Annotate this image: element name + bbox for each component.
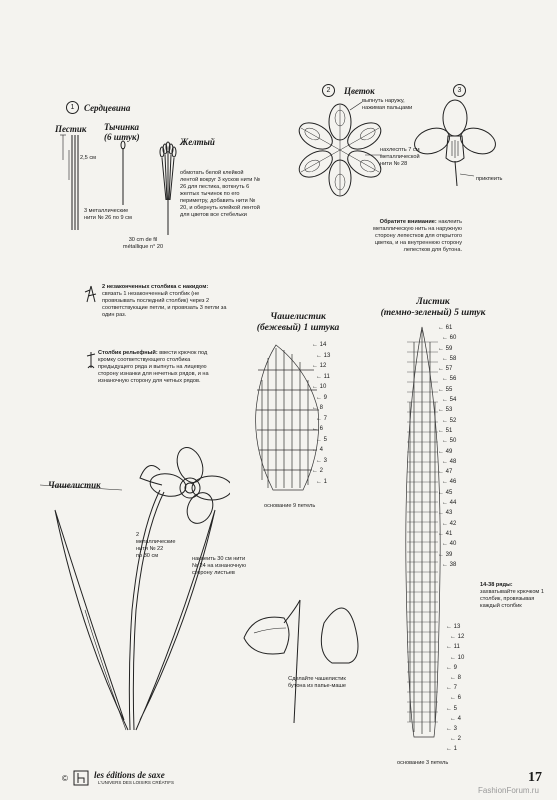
copyright-symbol: ©	[62, 774, 68, 783]
step-2-title: Цветок	[344, 86, 375, 96]
wire-note-french: 30 cm de fil métallique n° 20	[122, 237, 164, 250]
sepal-row-5: ← 5	[316, 436, 328, 443]
leaf-top-row-59: ← 59	[438, 345, 453, 352]
sepal-row-14: ← 14	[312, 342, 327, 348]
leaf-note-text: захватывайте крючком 1 столбик, провязывая каждый столбик	[480, 589, 544, 609]
leaf-bottom-row-6: ← 6	[450, 695, 462, 702]
leaf-top-row-60: ← 60	[442, 335, 457, 342]
leaf-top-row-50: ← 50	[442, 438, 457, 445]
leaf-top-row-52: ← 52	[442, 417, 457, 424]
leaf-top-row-46: ← 46	[442, 479, 457, 486]
leaf-top-row-48: ← 48	[442, 458, 457, 465]
leaf-bottom-row-9: ← 9	[446, 664, 458, 671]
leaf-wire-note: наклеить 30 см нити № 24 на изнаночную сторону листьев	[192, 556, 247, 576]
leaf-note-label: 14-38 ряды:	[480, 582, 513, 588]
sepal-row-1: ← 1	[316, 478, 328, 485]
leaf-rows-note	[480, 582, 548, 610]
leaf-bottom-row-11: ← 11	[446, 644, 460, 651]
leaf-top-row-39: ← 39	[438, 551, 453, 558]
sepal-rows-list	[312, 342, 352, 489]
stamens-count: (6 штук)	[104, 132, 140, 142]
stamens-label: Тычинка	[104, 122, 139, 132]
leaf-top-row-42: ← 42	[442, 520, 457, 527]
bud-note: Сделайте чашелистик бутона из папье-маше	[287, 676, 347, 689]
leaf-top-row-43: ← 43	[438, 510, 453, 517]
leaf-top-row-numbers	[438, 325, 478, 572]
size-label: 2,5 см	[80, 155, 96, 161]
attention-text: наклеить металлическую нить на наружную сторону лепестков для открытого цветка, и на внутреннюю сторону лепестков для бутона.	[373, 219, 462, 253]
leaf-top-row-54: ← 54	[442, 397, 457, 404]
bud-drawing	[234, 598, 374, 728]
attach-label: прикпеить	[476, 176, 503, 182]
sepal-row-10: ← 10	[312, 384, 327, 390]
leaf-top-row-55: ← 55	[438, 386, 453, 393]
yellow-label: Желтый	[180, 137, 215, 147]
legend-relief-label: Столбик рельефный:	[98, 350, 158, 356]
sepal-row-9: ← 9	[316, 394, 328, 401]
sepal-chart-name: Чашелистик	[270, 312, 326, 322]
leaf-rows-top-list	[438, 325, 478, 572]
legend-dc2	[102, 284, 227, 319]
attention-note	[370, 219, 462, 254]
legend-relief-text: ввести крючок под кромку соответствующего столбика предыдущего ряда и выпнуть на лицевую сторону изнанки для нечетных рядов, и на изнаночную сторону для четных рядов.	[98, 350, 209, 384]
publisher-tagline: L'UNIVERS DES LOISIRS CRÉATIFS	[98, 780, 175, 785]
leaf-top-row-49: ← 49	[438, 448, 453, 455]
leaf-top-row-38: ← 38	[442, 561, 457, 568]
step-2-wire-note: нахлеспть 7 см металлической нити № 28	[380, 147, 420, 167]
leaf-bottom-row-numbers	[446, 624, 486, 756]
leaf-top-row-57: ← 57	[438, 366, 453, 373]
wire-note-26: 3 металлические нити № 26 по 9 см	[84, 208, 132, 221]
stem-wire-note: 2 металлические нити № 22 по 30 см	[136, 532, 176, 559]
flower-petals-drawing	[290, 100, 390, 200]
leaf-bottom-row-2: ← 2	[450, 736, 462, 743]
sepal-row-13: ← 13	[316, 352, 331, 359]
daffodil-drawing	[40, 430, 230, 750]
leaf-bottom-row-1: ← 1	[446, 746, 458, 753]
press-note: выпнуть наружу, нажимая пальцами	[362, 98, 413, 111]
sepal-chart-subtitle: (бежевый) 1 штука	[256, 323, 340, 333]
pistil-label: Пестик	[55, 124, 87, 134]
step-1-instructions: обмотать белой клейкой лентой вокруг 3 кусков нити № 26 для пестика, воткнуть 6 желтых тычинок по его периметру, добавить нити № 20, и обернуть клейкой лентой для цветов все стебельки	[180, 170, 260, 218]
open-flower-drawing	[410, 96, 503, 191]
leaf-bottom-row-13: ← 13	[446, 624, 461, 630]
legend-relief	[98, 350, 223, 385]
sepal-row-2: ← 2	[312, 468, 324, 474]
sepal-row-4: ← 4	[312, 447, 324, 453]
sepal-row-numbers	[312, 342, 352, 489]
leaf-bottom-row-4: ← 4	[450, 715, 462, 722]
leaf-bottom-row-10: ← 10	[450, 654, 465, 661]
sepal-row-12: ← 12	[312, 363, 327, 369]
leaf-bottom-row-8: ← 8	[450, 674, 462, 681]
watermark: FashionForum.ru	[478, 786, 539, 795]
sepal-row-3: ← 3	[316, 457, 328, 464]
leaf-top-row-56: ← 56	[442, 376, 457, 383]
leaf-top-row-53: ← 53	[438, 407, 453, 414]
sepal-row-8: ← 8	[312, 405, 324, 411]
sepal-row-7: ← 7	[316, 415, 328, 422]
sepal-base-label: основание 9 петель	[264, 503, 316, 509]
step-1-number: 1	[66, 101, 79, 114]
leaf-chart-subtitle: (темно-зеленый) 5 штук	[380, 308, 486, 318]
leaf-chart-title	[368, 297, 498, 319]
leaf-top-row-45: ← 45	[438, 489, 453, 496]
step-2-number: 2	[322, 84, 335, 97]
leaf-top-row-40: ← 40	[442, 541, 457, 548]
leaf-top-row-41: ← 41	[438, 530, 453, 537]
attention-label: Обратите внимание:	[379, 219, 437, 225]
leaf-rows-bottom-list	[446, 624, 486, 756]
leaf-bottom-row-7: ← 7	[446, 685, 458, 692]
relief-symbol-icon	[84, 350, 98, 370]
leaf-bottom-row-3: ← 3	[446, 725, 458, 732]
legend-dc2-text: связать 1 незаконченный столбик (не провязывать последний столбик) через 2 соответствующие петли, и провязать 3 петли за один раз.	[102, 291, 227, 318]
leaf-top-row-47: ← 47	[438, 469, 453, 476]
sepal-chart-title	[243, 312, 353, 334]
leaf-base-label: основание 3 петель	[397, 760, 449, 766]
pistil-stamen-drawing	[55, 120, 195, 250]
step-3-number: 3	[453, 84, 466, 97]
publisher-name: les éditions de saxe	[94, 770, 165, 780]
step-1-title: Сердцевина	[84, 103, 131, 113]
legend-dc2-label: 2 незаконченных столбика с накидом:	[102, 284, 209, 290]
leaf-top-row-51: ← 51	[438, 427, 453, 434]
leaf-top-row-58: ← 58	[442, 355, 457, 362]
leaf-bottom-row-12: ← 12	[450, 634, 465, 641]
leaf-top-row-44: ← 44	[442, 500, 457, 507]
leaf-bottom-row-5: ← 5	[446, 705, 458, 712]
page-number: 17	[528, 770, 542, 785]
leaf-top-row-61: ← 61	[438, 325, 453, 331]
sepal-row-11: ← 11	[316, 373, 330, 380]
dc2-symbol-icon	[84, 284, 98, 304]
publisher-logo-icon	[73, 770, 89, 786]
leaf-chart-name: Листик	[416, 297, 450, 307]
flower-sepal-label: Чашелистик	[48, 480, 101, 490]
sepal-row-6: ← 6	[312, 426, 324, 432]
